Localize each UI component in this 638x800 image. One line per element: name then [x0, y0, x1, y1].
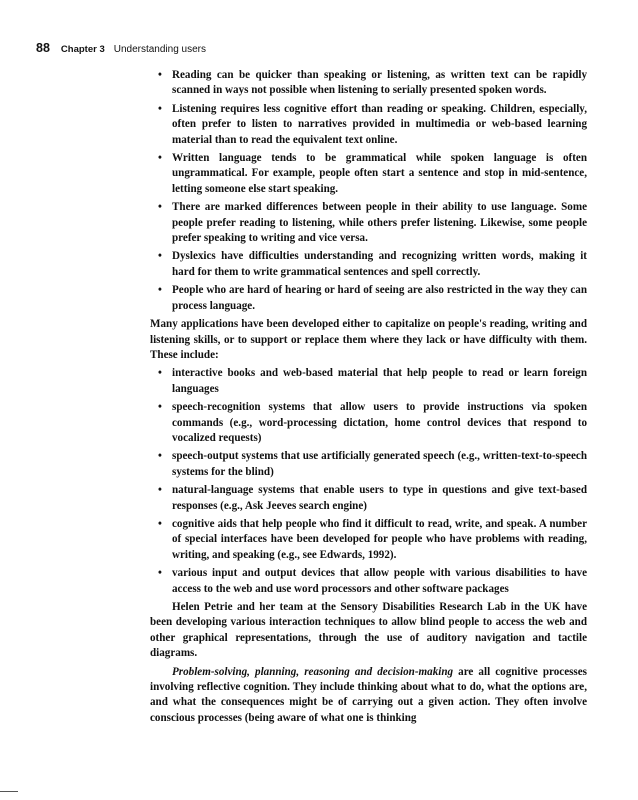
bullet-icon: •: [158, 152, 162, 165]
bullet-icon: •: [158, 484, 162, 497]
chapter-title: Understanding users: [113, 44, 207, 55]
bullet-icon: •: [158, 284, 162, 297]
list-item: • various input and output devices that allow people with various disabilities to have access to the web and use word processors and other software packages: [158, 567, 587, 595]
paragraph-problem-solving: Problem-solving, planning, reasoning and decision-making are all cognitive processes involving reflective cognition. They include thinking about what to do, what the options are, and what the consequences might be of carrying out a given action. They often involve conscious processes (being aware of what one is thinking: [150, 665, 587, 724]
bullet-icon: •: [158, 201, 162, 214]
bullet-icon: •: [158, 69, 162, 81]
list-item: • Listening requires less cognitive effort than reading or speaking. Children, especially, often prefer to listen to narratives provided in multimedia or web-based learning material than to read the equivalent text online.: [158, 102, 587, 146]
paragraph-applications: Many applications have been developed either to capitalize on people's reading, writing and listening skills, or to support or replace them where they lack or have difficulty with them. These include:: [150, 318, 587, 361]
list-item: • speech-recognition systems that allow users to provide instructions via spoken commands (e.g., word-processing dictation, home control devices that respond to vocalized requests): [158, 401, 587, 444]
bullet-icon: •: [158, 250, 162, 263]
list-item: • Reading can be quicker than speaking or listening, as written text can be rapidly scanned in ways not possible when listening to serially presented spoken words.: [158, 69, 587, 97]
applications-list: [150, 366, 587, 597]
list-item: • There are marked differences between people in their ability to use language. Some people prefer reading to listening, while others prefer listening. Likewise, some people prefer speaking to writing and vice versa.: [158, 201, 587, 245]
bullet-icon: •: [158, 367, 162, 380]
list-item: • interactive books and web-based material that help people to read or learn foreign languages: [158, 367, 587, 395]
key-term: Problem-solving, planning, reasoning and decision-making: [172, 665, 454, 678]
list-item: • Dyslexics have difficulties understanding and recognizing written words, making it hard for them to write grammatical sentences and spell correctly.: [158, 250, 587, 278]
bullet-icon: •: [158, 450, 162, 463]
page-edge-line: [0, 791, 18, 792]
bullet-icon: •: [158, 102, 162, 115]
chapter-label: Chapter 3: [60, 44, 105, 55]
bullet-icon: •: [158, 401, 162, 414]
language-differences-list: [150, 68, 587, 314]
list-item: • Written language tends to be grammatical while spoken language is often ungrammatical. For example, people often start a sentence and stop in mid-sentence, letting someone else start speaking.: [158, 152, 587, 195]
running-header: [36, 41, 206, 57]
paragraph-petrie: Helen Petrie and her team at the Sensory Disabilities Research Lab in the UK have been developing various interaction techniques to allow blind people to access the web and other graphical representations, through the use of auditory navigation and tactile diagrams.: [150, 601, 587, 660]
list-item: • speech-output systems that use artificially generated speech (e.g., written-text-to-speech systems for the blind): [158, 450, 587, 478]
page-number: 88: [36, 41, 50, 55]
list-item: • cognitive aids that help people who find it difficult to read, write, and speak. A number of special interfaces have been developed for people who have problems with reading, writing, and speaking (e.g., see Edwards, 1992).: [158, 517, 587, 561]
body-text: [150, 68, 587, 729]
bullet-icon: •: [158, 567, 162, 580]
bullet-icon: •: [158, 517, 162, 530]
list-item: • natural-language systems that enable users to type in questions and give text-based responses (e.g., Ask Jeeves search engine): [158, 484, 587, 512]
list-item: • People who are hard of hearing or hard of seeing are also restricted in the way they can process language.: [158, 284, 587, 312]
